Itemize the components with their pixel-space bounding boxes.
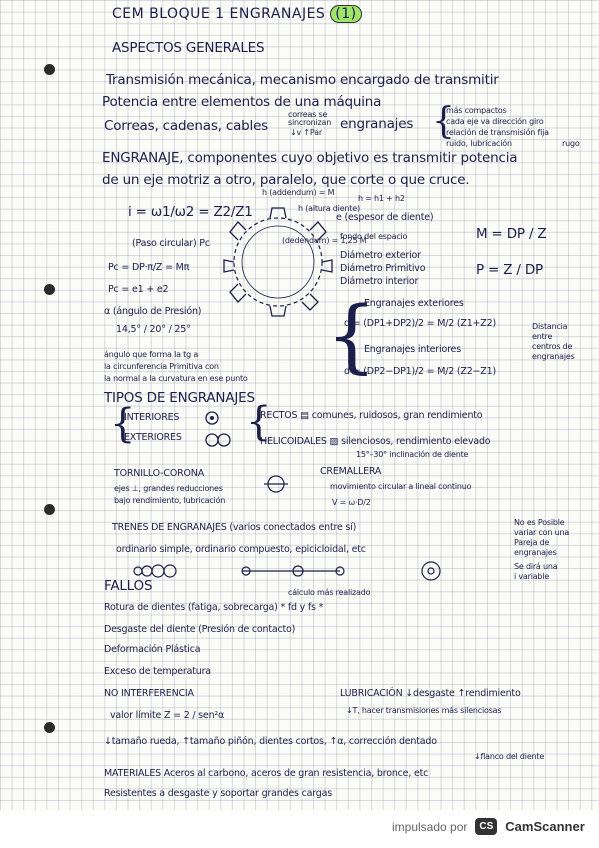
note-small: más compactos [446,106,507,115]
section-heading: FALLOS [104,578,153,594]
formula: valor límite Z = 2 / sen²α [110,710,225,721]
gear-label: e (espesor de diente) [336,212,434,223]
section-heading: NO INTERFERENCIA [104,688,194,699]
note-small: V = ω·D/2 [332,498,371,507]
note-small: ejes ⊥, grandes reducciones [114,484,223,493]
gear-label: (dedendum) = 1,25 M [282,236,367,245]
note-small: relación de transmisión fija [446,128,549,137]
formula: P = Z / DP [476,262,543,278]
note-line: CREMALLERA [320,466,382,477]
note-line: MATERIALES Aceros al carbono, aceros de gran resistencia, bronce, etc [104,768,429,779]
camscanner-logo-icon: CS [475,818,497,835]
note-line: 14,5° / 20° / 25° [116,324,191,335]
note-line: ↓tamaño rueda, ↑tamaño piñón, dientes cortos, ↑α, corrección dentado [104,736,437,747]
note-small: entre [532,332,553,341]
gear-label: h = h1 + h2 [358,194,405,203]
note-line: ENGRANAJE, componentes cuyo objetivo es transmitir potencia [102,150,518,166]
note-line: Deformación Plástica [104,644,201,655]
note-small: No es Posible [514,518,565,527]
note-line: Exceso de temperatura [104,666,211,677]
note-line: INTERIORES [124,412,180,423]
gear-label: fondo del espacio [340,232,408,241]
note-small: engranajes [532,352,575,361]
brace: { [246,399,272,445]
note-small: la normal a la curvatura en ese punto [104,374,248,383]
note-line: (Paso circular) Pc [132,238,210,249]
gear-label: h (altura diente) [298,204,360,213]
note-small: ángulo que forma la tg a [104,350,199,359]
note-small: ↓v ↑Par [290,128,322,137]
note-small: variar con una [514,528,570,537]
brand-name: CamScanner [505,819,585,834]
note-line: ordinario simple, ordinario compuesto, epicicloidal, etc [116,544,366,555]
note-line: engranajes [340,116,414,132]
section-heading: TIPOS DE ENGRANAJES [104,390,255,406]
note-line: RECTOS ▤ comunes, ruidosos, gran rendimiento [260,410,483,421]
binder-hole [44,284,55,295]
gear-train-icon [128,560,458,582]
note-small: Pareja de [514,538,550,547]
note-line: Engranajes exteriores [364,298,464,309]
note-line: Transmisión mecánica, mecanismo encargado de transmitir [106,72,499,88]
note-small: movimiento circular a lineal continuo [330,482,472,491]
note-small: centros de [532,342,573,351]
note-line: LUBRICACIÓN ↓desgaste ↑rendimiento [340,688,521,699]
note-line: Engranajes interiores [364,344,461,355]
note-small: cálculo más realizado [288,588,371,597]
binder-hole [44,64,55,75]
title-badge: (1) [330,5,361,23]
note-line: TORNILLO-CORONA [114,468,205,479]
powered-by-text: impulsado por [392,819,468,834]
note-small: rugo [562,139,580,148]
note-small: engranajes [514,548,557,557]
formula: M = DP / Z [476,226,547,242]
note-small: cada eje va dirección giro [446,117,544,126]
gear-label: Diámetro Primitivo [340,263,426,274]
gear-symbols-icon [204,410,238,450]
note-line: α (ángulo de Presión) [104,306,202,317]
brace: { [326,289,377,382]
note-line: Desgaste del diente (Presión de contacto) [104,624,296,635]
note-line: TRENES DE ENGRANAJES (varios conectados entre sí) [112,522,357,533]
worm-gear-icon [262,474,290,494]
note-small: bajo rendimiento, lubricación [114,496,226,505]
subtitle: ASPECTOS GENERALES [112,40,265,56]
title-text: CEM BLOQUE 1 ENGRANAJES [112,6,326,22]
brace: { [110,401,136,447]
note-line: de un eje motriz a otro, paralelo, que corte o que cruce. [102,172,470,188]
note-line: Potencia entre elementos de una máquina [102,94,382,110]
binder-hole [44,722,55,733]
formula: d = (DP1+DP2)/2 = M/2 (Z1+Z2) [344,318,496,329]
brace: { [432,101,455,142]
note-small: ↓T, hacer transmisiones más silenciosas [346,706,502,715]
formula: i = ω1/ω2 = Z2/Z1 [128,204,253,220]
gear-diagram-icon [218,200,338,320]
formula: Pc = e1 + e2 [108,284,169,295]
note-small: correas se [288,110,328,119]
gear-label: Diámetro interior [340,276,419,287]
formula: Pc = DP·π/Z = Mπ [108,262,190,273]
note-small: la circunferencia Primitiva con [104,362,219,371]
note-line: Correas, cadenas, cables [104,118,269,134]
note-small: ↓flanco del diente [474,752,545,761]
binder-hole [44,504,55,515]
note-small: ruido, lubricación [446,139,512,148]
note-line: HELICOIDALES ▨ silenciosos, rendimiento elevado [260,436,491,447]
note-small: Se dirá una [514,562,558,571]
note-small: Distancia [532,322,568,331]
formula: d = (DP2−DP1)/2 = M/2 (Z2−Z1) [344,366,496,377]
note-small: sincronizan [288,118,332,127]
note-line: Rotura de dientes (fatiga, sobrecarga) * fd y fs * [104,602,324,613]
gear-label: h (addendum) = M [262,188,335,197]
note-line: EXTERIORES [124,432,182,443]
page-title [112,6,362,22]
gear-label: Diámetro exterior [340,250,421,261]
note-small: 15°–30° inclinación de diente [356,450,469,459]
note-small: i variable [514,572,550,581]
note-line: Resistentes a desgaste y soportar grandes cargas [104,788,332,799]
scanner-watermark [392,818,585,835]
